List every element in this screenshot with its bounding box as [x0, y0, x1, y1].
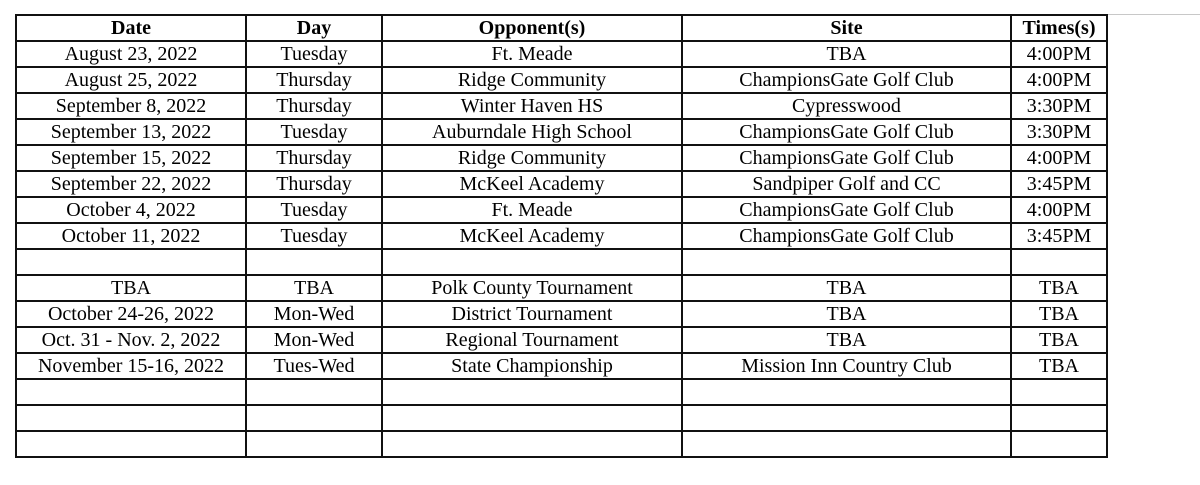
table-row [16, 275, 1107, 301]
cell-site: ChampionsGate Golf Club [682, 119, 1011, 145]
cell-site: TBA [682, 301, 1011, 327]
cell-time: 3:30PM [1011, 93, 1107, 119]
cell-day: TBA [246, 275, 382, 301]
cell-day: Thursday [246, 171, 382, 197]
cell-opponent: Winter Haven HS [382, 93, 682, 119]
cell-time [1011, 431, 1107, 457]
cell-site: Sandpiper Golf and CC [682, 171, 1011, 197]
empty-row [16, 379, 1107, 405]
table-row [16, 67, 1107, 93]
cell-date: Oct. 31 - Nov. 2, 2022 [16, 327, 246, 353]
schedule-table [15, 14, 1108, 458]
schedule-header [16, 15, 1107, 41]
cell-time [1011, 379, 1107, 405]
cell-day: Tuesday [246, 119, 382, 145]
table-row [16, 223, 1107, 249]
cell-opponent: State Championship [382, 353, 682, 379]
cell-date: August 25, 2022 [16, 67, 246, 93]
column-header-date: Date [16, 15, 246, 41]
cell-day: Tuesday [246, 41, 382, 67]
empty-row [16, 249, 1107, 275]
table-row [16, 301, 1107, 327]
table-row [16, 197, 1107, 223]
cell-date: October 11, 2022 [16, 223, 246, 249]
table-row [16, 41, 1107, 67]
cell-date: November 15-16, 2022 [16, 353, 246, 379]
cell-time: 4:00PM [1011, 145, 1107, 171]
cell-opponent [382, 405, 682, 431]
cell-day: Tuesday [246, 223, 382, 249]
empty-row [16, 405, 1107, 431]
cell-day [246, 379, 382, 405]
cell-time: TBA [1011, 353, 1107, 379]
cell-opponent [382, 379, 682, 405]
cell-time [1011, 249, 1107, 275]
cell-site: TBA [682, 41, 1011, 67]
table-row [16, 119, 1107, 145]
cell-site [682, 431, 1011, 457]
cell-opponent [382, 431, 682, 457]
table-row [16, 93, 1107, 119]
page-edge-rule [1106, 14, 1200, 15]
cell-date: October 4, 2022 [16, 197, 246, 223]
cell-date [16, 431, 246, 457]
cell-day: Thursday [246, 93, 382, 119]
cell-opponent: Ft. Meade [382, 41, 682, 67]
cell-opponent: McKeel Academy [382, 171, 682, 197]
header-row [16, 15, 1107, 41]
column-header-opponents: Opponent(s) [382, 15, 682, 41]
cell-site: TBA [682, 275, 1011, 301]
cell-date: September 22, 2022 [16, 171, 246, 197]
cell-opponent: McKeel Academy [382, 223, 682, 249]
cell-day: Thursday [246, 145, 382, 171]
cell-site: ChampionsGate Golf Club [682, 145, 1011, 171]
table-row [16, 353, 1107, 379]
cell-site: ChampionsGate Golf Club [682, 223, 1011, 249]
cell-date: September 15, 2022 [16, 145, 246, 171]
column-header-times: Times(s) [1011, 15, 1107, 41]
cell-day: Mon-Wed [246, 301, 382, 327]
cell-time: TBA [1011, 327, 1107, 353]
cell-opponent: Ridge Community [382, 145, 682, 171]
cell-date: September 8, 2022 [16, 93, 246, 119]
cell-time: 3:45PM [1011, 223, 1107, 249]
cell-site [682, 405, 1011, 431]
cell-day [246, 431, 382, 457]
cell-date: August 23, 2022 [16, 41, 246, 67]
cell-date: TBA [16, 275, 246, 301]
cell-day: Tuesday [246, 197, 382, 223]
cell-site [682, 249, 1011, 275]
cell-day: Thursday [246, 67, 382, 93]
cell-time: 3:30PM [1011, 119, 1107, 145]
cell-opponent: Regional Tournament [382, 327, 682, 353]
cell-opponent: District Tournament [382, 301, 682, 327]
cell-date [16, 249, 246, 275]
cell-time: 4:00PM [1011, 41, 1107, 67]
cell-opponent [382, 249, 682, 275]
cell-date [16, 379, 246, 405]
cell-time: 3:45PM [1011, 171, 1107, 197]
cell-date [16, 405, 246, 431]
cell-site: ChampionsGate Golf Club [682, 67, 1011, 93]
cell-day [246, 405, 382, 431]
cell-site: Mission Inn Country Club [682, 353, 1011, 379]
cell-date: September 13, 2022 [16, 119, 246, 145]
cell-time: 4:00PM [1011, 197, 1107, 223]
cell-site: ChampionsGate Golf Club [682, 197, 1011, 223]
cell-time: TBA [1011, 275, 1107, 301]
schedule-body [16, 41, 1107, 457]
cell-date: October 24-26, 2022 [16, 301, 246, 327]
table-row [16, 327, 1107, 353]
cell-day [246, 249, 382, 275]
cell-day: Tues-Wed [246, 353, 382, 379]
column-header-site: Site [682, 15, 1011, 41]
table-row [16, 145, 1107, 171]
cell-site: Cypresswood [682, 93, 1011, 119]
column-header-day: Day [246, 15, 382, 41]
cell-opponent: Polk County Tournament [382, 275, 682, 301]
cell-site: TBA [682, 327, 1011, 353]
cell-site [682, 379, 1011, 405]
cell-opponent: Auburndale High School [382, 119, 682, 145]
table-row [16, 171, 1107, 197]
cell-opponent: Ridge Community [382, 67, 682, 93]
empty-row [16, 431, 1107, 457]
cell-time: 4:00PM [1011, 67, 1107, 93]
cell-time [1011, 405, 1107, 431]
cell-day: Mon-Wed [246, 327, 382, 353]
cell-time: TBA [1011, 301, 1107, 327]
cell-opponent: Ft. Meade [382, 197, 682, 223]
